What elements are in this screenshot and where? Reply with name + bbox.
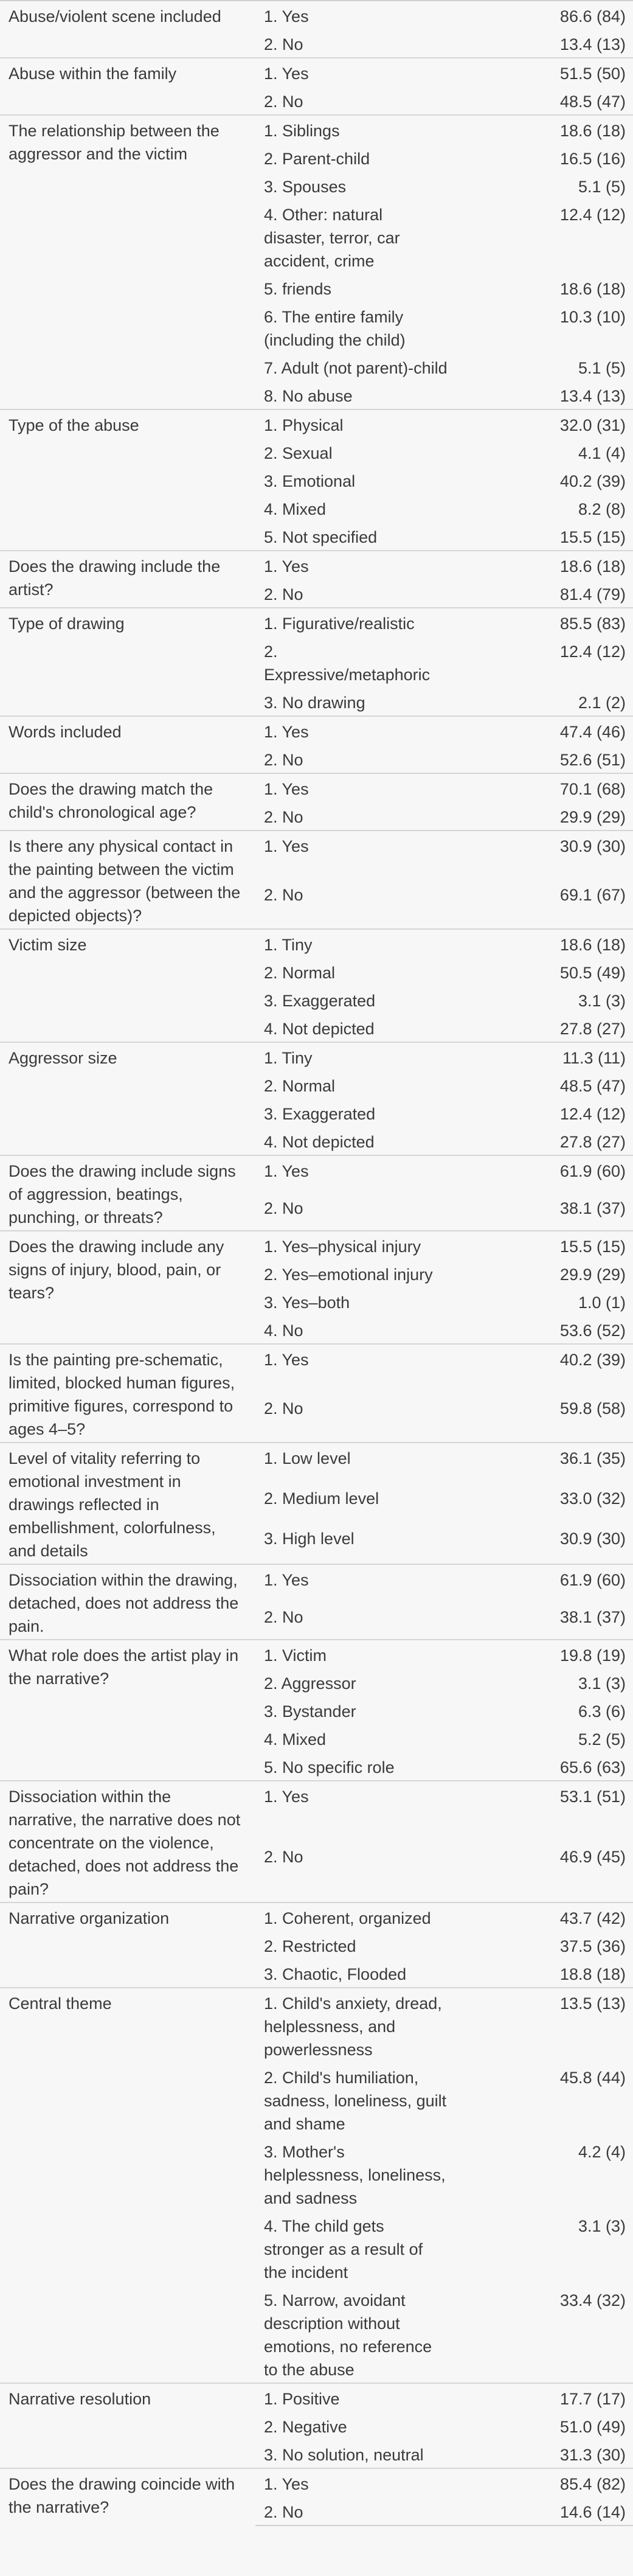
item-label: Victim size — [9, 936, 87, 954]
table-row — [0, 929, 633, 958]
response-cell: 3. Bystander — [255, 1696, 456, 1724]
table-row — [0, 1640, 633, 1668]
response-cell: 1. Tiny — [255, 929, 456, 958]
response-cell: 4. Mixed — [255, 1724, 456, 1752]
value-cell: 65.6 (63) — [456, 1752, 633, 1781]
response-cell: 3. No drawing — [255, 688, 456, 716]
item-label: Dissociation within the narrative, the narrative does not concentrate on the violence, detached, does not address the pain? — [9, 1788, 241, 1898]
response-cell: 2. No — [255, 86, 456, 115]
table-row — [0, 2383, 633, 2412]
response-cell: 1. Coherent, organized — [255, 1902, 456, 1931]
response-cell: 2. Medium level — [255, 1483, 456, 1523]
item-cell — [0, 1640, 255, 1781]
value-cell: 29.9 (29) — [456, 1259, 633, 1287]
response-cell: 2. No — [255, 579, 456, 608]
item-label: Narrative resolution — [9, 2390, 151, 2408]
value-cell: 51.0 (49) — [456, 2412, 633, 2440]
value-cell: 13.5 (13) — [456, 1988, 633, 2063]
value-cell: 5.1 (5) — [456, 353, 633, 381]
value-cell: 5.2 (5) — [456, 1724, 633, 1752]
value-cell: 69.1 (67) — [456, 880, 633, 929]
response-cell: 3. Spouses — [255, 172, 456, 200]
response-cell: 2. No — [255, 29, 456, 58]
value-cell: 2.1 (2) — [456, 688, 633, 716]
item-cell — [0, 1155, 255, 1231]
value-cell: 27.8 (27) — [456, 1014, 633, 1042]
item-label: Narrative organization — [9, 1909, 170, 1927]
response-cell: 3. No solution, neutral — [255, 2440, 456, 2468]
value-cell: 46.9 (45) — [456, 1842, 633, 1902]
response-cell: 3. Exaggerated — [255, 986, 456, 1014]
value-cell: 19.8 (19) — [456, 1640, 633, 1668]
response-cell: 2. Normal — [255, 958, 456, 986]
response-cell: 3. Mother's helplessness, loneliness, and sadness — [255, 2137, 456, 2211]
item-label: Type of drawing — [9, 614, 125, 633]
table-row — [0, 1443, 633, 1483]
table-row — [0, 1, 633, 29]
item-label: Level of vitality referring to emotional investment in drawings reflected in embellishment, colorfulness, and details — [9, 1449, 216, 1560]
item-label: Is there any physical contact in the painting between the victim and the aggressor (between the depicted objects)? — [9, 837, 241, 925]
item-label: Dissociation within the drawing, detached, does not address the pain. — [9, 1571, 239, 1635]
table-row — [0, 58, 633, 86]
value-cell: 30.9 (30) — [456, 830, 633, 880]
item-cell — [0, 1564, 255, 1640]
value-cell: 3.1 (3) — [456, 2211, 633, 2285]
value-cell: 33.0 (32) — [456, 1483, 633, 1523]
response-cell: 1. Child's anxiety, dread, helplessness, and powerlessness — [255, 1988, 456, 2063]
item-label: Is the painting pre-schematic, limited, blocked human figures, primitive figures, correspond to ages 4–5? — [9, 1351, 235, 1438]
item-cell — [0, 830, 255, 929]
value-cell: 37.5 (36) — [456, 1931, 633, 1959]
response-cell: 1. Yes — [255, 830, 456, 880]
value-cell: 61.9 (60) — [456, 1155, 633, 1193]
value-cell: 5.1 (5) — [456, 172, 633, 200]
response-cell: 2. No — [255, 745, 456, 773]
value-cell: 85.5 (83) — [456, 608, 633, 636]
table-row — [0, 551, 633, 579]
value-cell: 13.4 (13) — [456, 29, 633, 58]
item-label: Central theme — [9, 1994, 112, 2013]
response-cell: 4. Mixed — [255, 494, 456, 522]
value-cell: 18.6 (18) — [456, 929, 633, 958]
item-label: Does the drawing match the child's chronological age? — [9, 780, 213, 821]
response-cell: 1. Low level — [255, 1443, 456, 1483]
value-cell: 50.5 (49) — [456, 958, 633, 986]
item-cell — [0, 551, 255, 608]
response-cell: 1. Positive — [255, 2383, 456, 2412]
value-cell: 6.3 (6) — [456, 1696, 633, 1724]
response-cell: 3. High level — [255, 1523, 456, 1564]
item-cell — [0, 1988, 255, 2383]
response-cell: 4. Not depicted — [255, 1127, 456, 1155]
response-cell: 2. Negative — [255, 2412, 456, 2440]
response-cell: 5. friends — [255, 274, 456, 302]
response-cell: 7. Adult (not parent)-child — [255, 353, 456, 381]
value-cell: 18.8 (18) — [456, 1959, 633, 1988]
value-cell: 61.9 (60) — [456, 1564, 633, 1602]
item-cell — [0, 929, 255, 1042]
item-label: The relationship between the aggressor and the victim — [9, 122, 220, 163]
table-row — [0, 608, 633, 636]
item-label: Does the drawing include any signs of injury, blood, pain, or tears? — [9, 1238, 224, 1302]
value-cell: 86.6 (84) — [456, 1, 633, 29]
item-cell — [0, 1781, 255, 1902]
item-cell — [0, 115, 255, 409]
value-cell: 48.5 (47) — [456, 1071, 633, 1099]
item-cell — [0, 773, 255, 830]
response-cell: 2. No — [255, 1193, 456, 1231]
value-cell: 8.2 (8) — [456, 494, 633, 522]
response-cell: 4. Other: natural disaster, terror, car accident, crime — [255, 200, 456, 274]
value-cell: 4.2 (4) — [456, 2137, 633, 2211]
item-cell — [0, 409, 255, 551]
value-cell: 85.4 (82) — [456, 2468, 633, 2497]
response-cell: 4. Not depicted — [255, 1014, 456, 1042]
item-cell — [0, 2383, 255, 2468]
response-cell: 1. Yes — [255, 1781, 456, 1842]
value-cell: 15.5 (15) — [456, 522, 633, 551]
value-cell: 38.1 (37) — [456, 1193, 633, 1231]
item-cell — [0, 608, 255, 716]
value-cell: 1.0 (1) — [456, 1287, 633, 1315]
response-cell: 1. Yes–physical injury — [255, 1231, 456, 1259]
value-cell: 16.5 (16) — [456, 144, 633, 172]
value-cell: 14.6 (14) — [456, 2497, 633, 2526]
response-cell: 3. Yes–both — [255, 1287, 456, 1315]
table-row — [0, 830, 633, 880]
response-cell: 1. Yes — [255, 2468, 456, 2497]
value-cell: 31.3 (30) — [456, 2440, 633, 2468]
table-row — [0, 1902, 633, 1931]
value-cell: 70.1 (68) — [456, 773, 633, 802]
response-cell: 2. Normal — [255, 1071, 456, 1099]
response-cell: 4. No — [255, 1315, 456, 1344]
response-cell: 2. No — [255, 880, 456, 929]
response-cell: 1. Victim — [255, 1640, 456, 1668]
response-cell: 2. Expressive/metaphoric — [255, 636, 456, 688]
table-row — [0, 1155, 633, 1193]
response-cell: 1. Yes — [255, 1344, 456, 1393]
table-row — [0, 1344, 633, 1393]
value-cell: 47.4 (46) — [456, 716, 633, 745]
value-cell: 18.6 (18) — [456, 274, 633, 302]
value-cell: 38.1 (37) — [456, 1602, 633, 1640]
value-cell: 30.9 (30) — [456, 1523, 633, 1564]
value-cell: 45.8 (44) — [456, 2063, 633, 2137]
item-cell — [0, 1042, 255, 1155]
value-cell: 81.4 (79) — [456, 579, 633, 608]
item-label: Does the drawing include signs of aggression, beatings, punching, or threats? — [9, 1162, 236, 1227]
value-cell: 40.2 (39) — [456, 1344, 633, 1393]
item-label: Aggressor size — [9, 1049, 117, 1067]
response-cell: 1. Tiny — [255, 1042, 456, 1071]
response-cell: 1. Yes — [255, 58, 456, 86]
response-cell: 2. No — [255, 1602, 456, 1640]
response-cell: 5. Not specified — [255, 522, 456, 551]
response-cell: 1. Yes — [255, 1, 456, 29]
item-label: Abuse/violent scene included — [9, 7, 221, 26]
value-cell: 48.5 (47) — [456, 86, 633, 115]
value-cell: 11.3 (11) — [456, 1042, 633, 1071]
item-cell — [0, 716, 255, 773]
table-row — [0, 115, 633, 144]
table-row — [0, 1231, 633, 1259]
value-cell: 40.2 (39) — [456, 466, 633, 494]
value-cell: 12.4 (12) — [456, 1099, 633, 1127]
value-cell: 36.1 (35) — [456, 1443, 633, 1483]
value-cell: 52.6 (51) — [456, 745, 633, 773]
value-cell: 13.4 (13) — [456, 381, 633, 409]
response-cell: 6. The entire family (including the child) — [255, 302, 456, 353]
response-cell: 2. Child's humiliation, sadness, loneliness, guilt and shame — [255, 2063, 456, 2137]
item-cell — [0, 1, 255, 58]
value-cell: 29.9 (29) — [456, 802, 633, 830]
item-cell — [0, 58, 255, 115]
value-cell: 15.5 (15) — [456, 1231, 633, 1259]
table-row — [0, 2468, 633, 2497]
item-label: Abuse within the family — [9, 64, 177, 83]
value-cell: 3.1 (3) — [456, 1668, 633, 1696]
response-cell: 1. Yes — [255, 716, 456, 745]
table-row — [0, 409, 633, 438]
item-cell — [0, 1443, 255, 1564]
response-cell: 2. No — [255, 802, 456, 830]
response-cell: 2. No — [255, 1393, 456, 1443]
response-cell: 4. The child gets stronger as a result of the incident — [255, 2211, 456, 2285]
item-label: Words included — [9, 723, 122, 741]
response-cell: 1. Yes — [255, 773, 456, 802]
value-cell: 10.3 (10) — [456, 302, 633, 353]
table-row — [0, 1564, 633, 1602]
table-row — [0, 1988, 633, 2063]
value-cell: 43.7 (42) — [456, 1902, 633, 1931]
value-cell: 59.8 (58) — [456, 1393, 633, 1443]
item-label: What role does the artist play in the narrative? — [9, 1646, 239, 1688]
response-cell: 2. Sexual — [255, 438, 456, 466]
table-row — [0, 1781, 633, 1842]
value-cell: 18.6 (18) — [456, 115, 633, 144]
response-cell: 1. Yes — [255, 1564, 456, 1602]
table-row — [0, 716, 633, 745]
response-cell: 1. Yes — [255, 551, 456, 579]
value-cell: 51.5 (50) — [456, 58, 633, 86]
response-cell: 1. Yes — [255, 1155, 456, 1193]
response-cell: 2. No — [255, 2497, 456, 2526]
response-cell: 3. Chaotic, Flooded — [255, 1959, 456, 1988]
response-cell: 3. Exaggerated — [255, 1099, 456, 1127]
response-cell: 2. No — [255, 1842, 456, 1902]
response-cell: 5. No specific role — [255, 1752, 456, 1781]
value-cell: 3.1 (3) — [456, 986, 633, 1014]
response-cell: 2. Yes–emotional injury — [255, 1259, 456, 1287]
response-cell: 8. No abuse — [255, 381, 456, 409]
response-cell: 2. Restricted — [255, 1931, 456, 1959]
value-cell: 17.7 (17) — [456, 2383, 633, 2412]
value-cell: 33.4 (32) — [456, 2285, 633, 2383]
response-cell: 1. Figurative/realistic — [255, 608, 456, 636]
item-label: Type of the abuse — [9, 416, 139, 434]
item-label: Does the drawing include the artist? — [9, 557, 221, 599]
value-cell: 12.4 (12) — [456, 636, 633, 688]
response-cell: 3. Emotional — [255, 466, 456, 494]
item-cell — [0, 2468, 255, 2526]
value-cell: 27.8 (27) — [456, 1127, 633, 1155]
value-cell: 18.6 (18) — [456, 551, 633, 579]
response-cell: 1. Physical — [255, 409, 456, 438]
item-label: Does the drawing coincide with the narrative? — [9, 2475, 235, 2516]
item-cell — [0, 1344, 255, 1443]
value-cell: 12.4 (12) — [456, 200, 633, 274]
response-cell: 1. Siblings — [255, 115, 456, 144]
value-cell: 53.6 (52) — [456, 1315, 633, 1344]
response-cell: 2. Aggressor — [255, 1668, 456, 1696]
table-row — [0, 1042, 633, 1071]
item-cell — [0, 1902, 255, 1988]
value-cell: 53.1 (51) — [456, 1781, 633, 1842]
value-cell: 32.0 (31) — [456, 409, 633, 438]
table-body — [0, 1, 633, 2526]
table-row — [0, 773, 633, 802]
response-cell: 2. Parent-child — [255, 144, 456, 172]
item-cell — [0, 1231, 255, 1344]
response-cell: 5. Narrow, avoidant description without emotions, no reference to the abuse — [255, 2285, 456, 2383]
value-cell: 4.1 (4) — [456, 438, 633, 466]
